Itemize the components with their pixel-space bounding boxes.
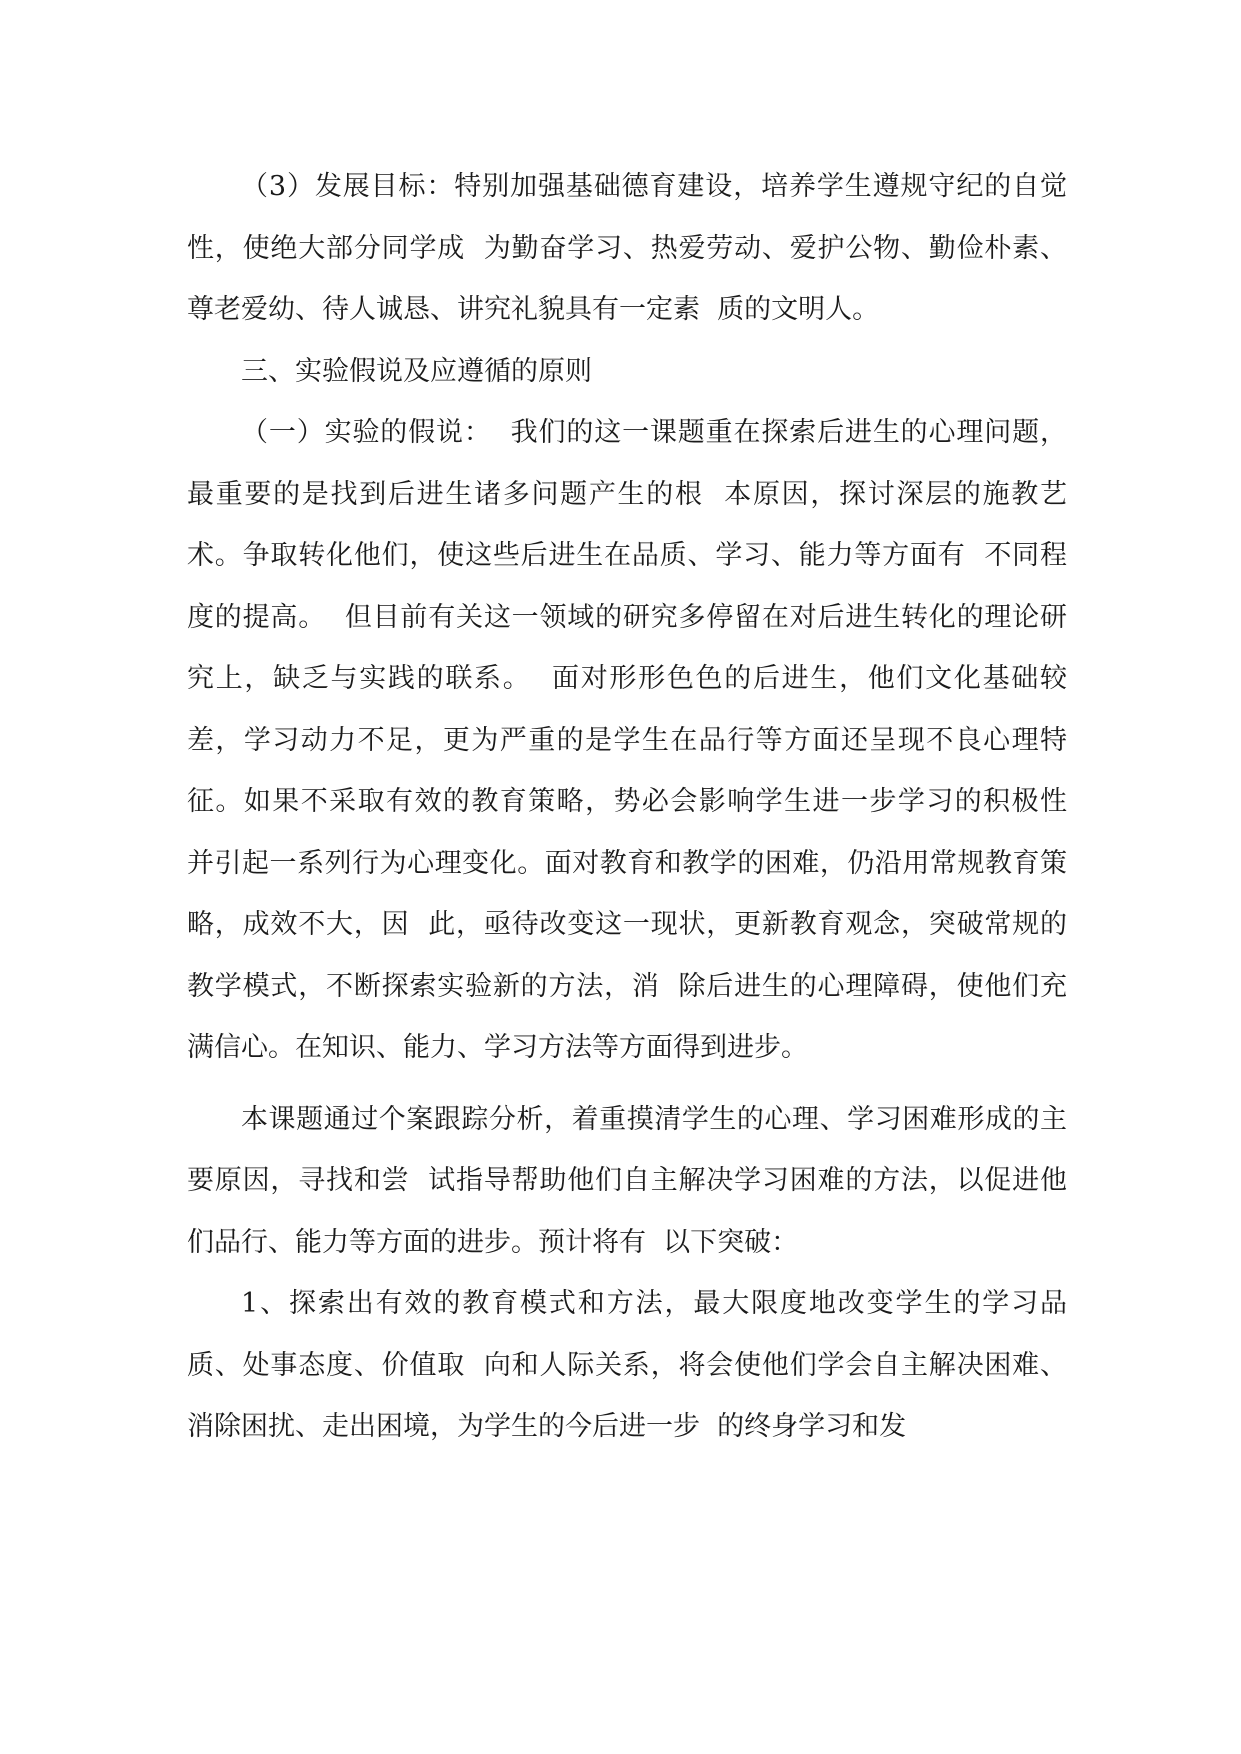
paragraph-development-goal: （3）发展目标：特别加强基础德育建设，培养学生遵规守纪的自觉性，使绝大部分同学成 为勤奋学习、热爱劳动、爱护公物、勤俭朴素、尊老爱幼、待人诚恳、讲究礼貌具有一定素 质的文明人。 [187,171,1067,325]
paragraph-case-tracking: 本课题通过个案跟踪分析，着重摸清学生的心理、学习困难形成的主要原因，寻找和尝 试指导帮助他们自主解决学习困难的方法，以促进他们品行、能力等方面的进步。预计将有 以下突破： [187,1103,1067,1258]
paragraph-breakthrough-1: 1、探索出有效的教育模式和方法，最大限度地改变学生的学习品质、处事态度、价值取 向和人际关系，将会使他们学会自主解决困难、消除困扰、走出困境，为学生的今后进一步 的终身学习和发 [187,1288,1067,1442]
paragraph-hypothesis: （一）实验的假说： 我们的这一课题重在探索后进生的心理问题，最重要的是找到后进生诸多问题产生的根 本原因，探讨深层的施教艺术。争取转化他们，使这些后进生在品质、学习、能力等方面有 不同程度的提高。 但目前有关这一领域的研究多停留在对后进生转化的理论研究上，缺乏与实践的联系。 面对形形色色的后进生，他们文化基础较差，学习动力不足，更为严重的是学生在品行等方面还呈现不良心理特征。如果不采取有效的教育策略，势必会影响学生进一步学习的积极性 并引起一系列行为心理变化。面对教育和教学的困难，仍沿用常规教育策略，成效不大，因 此，亟待改变这一现状，更新教育观念，突破常规的教学模式，不断探索实验新的方法，消 除后进生的心理障碍，使他们充满信心。在知识、能力、学习方法等方面得到进步。 [187,417,1085,1063]
section-heading-hypothesis-principles: 三、实验假说及应遵循的原则 [241,355,592,387]
paragraph-gap [187,1079,1067,1089]
document-body [187,156,1085,1458]
